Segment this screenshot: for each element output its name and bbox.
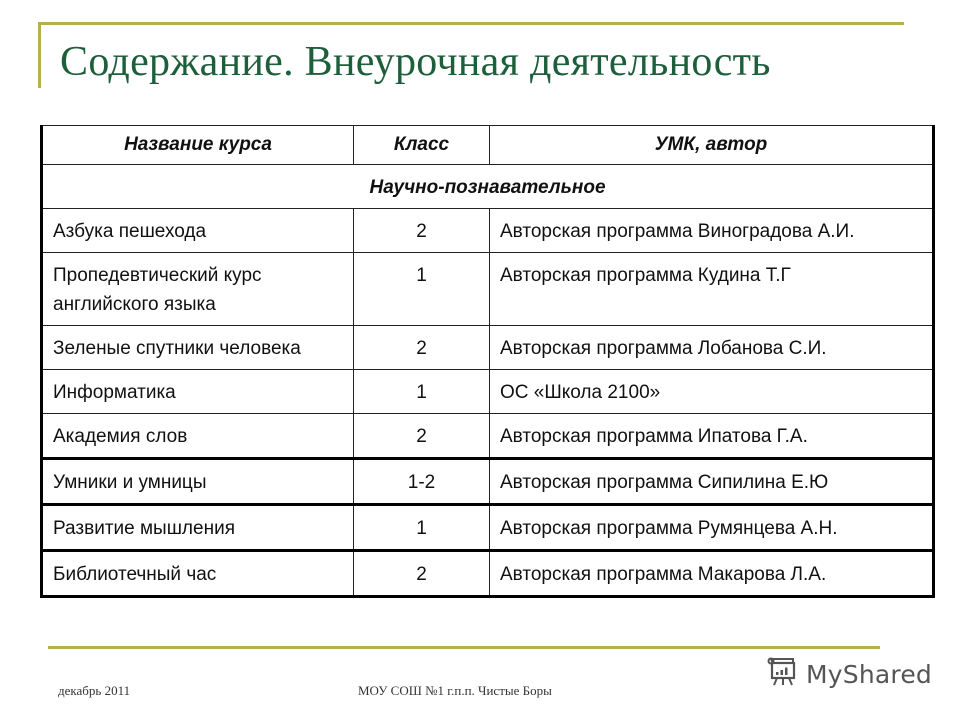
- logo-text: MyShared: [806, 660, 932, 689]
- course-author: Авторская программа Сипилина Е.Ю: [490, 459, 934, 505]
- myshared-logo[interactable]: [766, 655, 932, 694]
- table-row: [42, 209, 934, 253]
- course-grade: 1: [354, 370, 490, 414]
- course-author: Авторская программа Макарова Л.А.: [490, 551, 934, 597]
- header-course-name: Название курса: [42, 126, 354, 165]
- course-name: Пропедевтический курс английского языка: [42, 253, 354, 326]
- title-frame-left-line: [38, 22, 41, 88]
- course-author: Авторская программа Румянцева А.Н.: [490, 505, 934, 551]
- table-row: [42, 551, 934, 597]
- course-grade: 2: [354, 326, 490, 370]
- table-row: [42, 326, 934, 370]
- course-name: Академия слов: [42, 414, 354, 459]
- course-grade: 2: [354, 551, 490, 597]
- course-author: Авторская программа Ипатова Г.А.: [490, 414, 934, 459]
- course-name: Развитие мышления: [42, 505, 354, 551]
- table-row: [42, 253, 934, 326]
- course-author: ОС «Школа 2100»: [490, 370, 934, 414]
- course-name: Умники и умницы: [42, 459, 354, 505]
- course-name: Информатика: [42, 370, 354, 414]
- slide-title: Содержание. Внеурочная деятельность: [60, 39, 771, 85]
- section-label: Научно-познавательное: [42, 165, 934, 209]
- course-name: Зеленые спутники человека: [42, 326, 354, 370]
- course-name: Библиотечный час: [42, 551, 354, 597]
- footer-divider: [48, 646, 880, 649]
- table-header-row: [42, 126, 934, 165]
- course-grade: 1-2: [354, 459, 490, 505]
- footer-date: декабрь 2011: [58, 683, 131, 698]
- footer-school: МОУ СОШ №1 г.п.п. Чистые Боры: [358, 683, 552, 698]
- course-grade: 2: [354, 414, 490, 459]
- section-row: [42, 165, 934, 209]
- course-author: Авторская программа Кудина Т.Г: [490, 253, 934, 326]
- table-row: [42, 370, 934, 414]
- presentation-board-icon: [766, 655, 800, 694]
- table-row: [42, 459, 934, 505]
- course-name: Азбука пешехода: [42, 209, 354, 253]
- course-table: [40, 125, 935, 598]
- table-row: [42, 414, 934, 459]
- course-grade: 1: [354, 253, 490, 326]
- table-row: [42, 505, 934, 551]
- title-frame-top-line: [38, 22, 904, 25]
- course-author: Авторская программа Виноградова А.И.: [490, 209, 934, 253]
- course-grade: 1: [354, 505, 490, 551]
- course-author: Авторская программа Лобанова С.И.: [490, 326, 934, 370]
- header-grade: Класс: [354, 126, 490, 165]
- header-author: УМК, автор: [490, 126, 934, 165]
- course-grade: 2: [354, 209, 490, 253]
